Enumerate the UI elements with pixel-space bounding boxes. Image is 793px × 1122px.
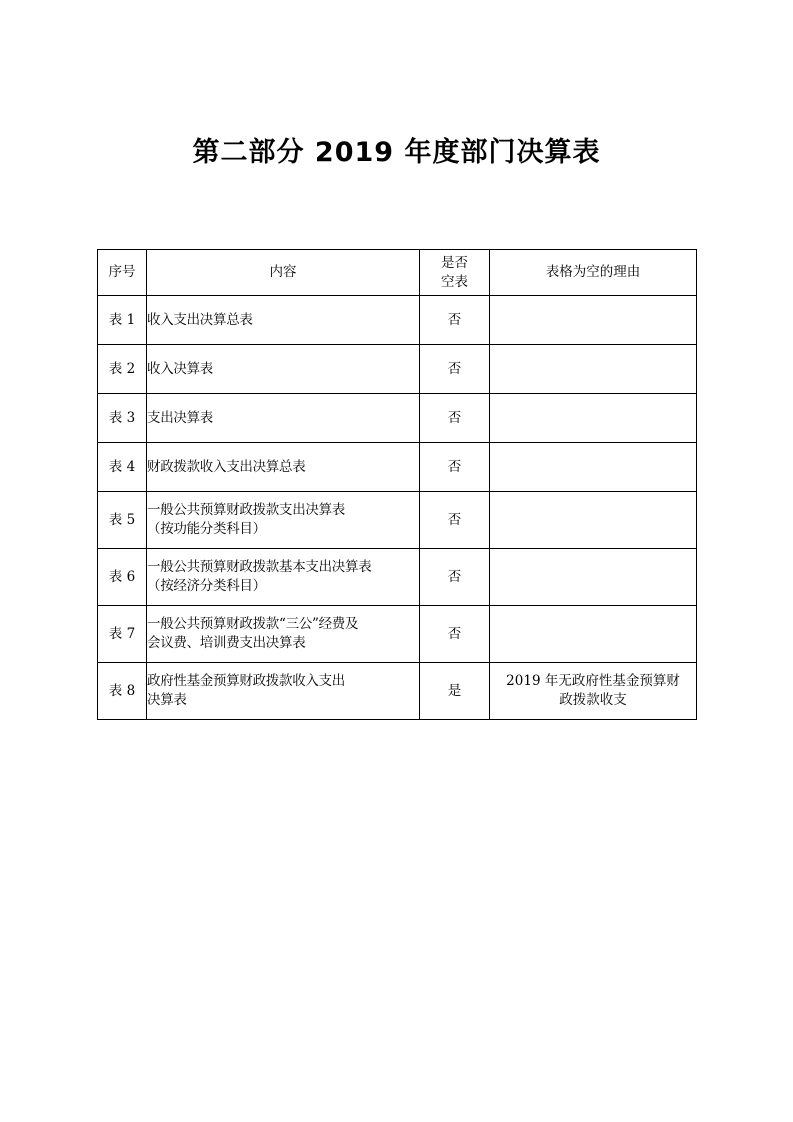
- row-reason-line2: 政拨款收支: [559, 692, 627, 708]
- row-content-line2: 决算表: [147, 692, 187, 708]
- row-content: [147, 606, 420, 663]
- table-row: [98, 345, 697, 394]
- row-content-line2: （按功能分类科目）: [147, 521, 266, 537]
- row-reason: [490, 296, 697, 345]
- row-content: [147, 443, 420, 492]
- row-seq: 表 8: [98, 663, 147, 720]
- table-row: [98, 549, 697, 606]
- table-row: [98, 296, 697, 345]
- row-seq: 表 3: [98, 394, 147, 443]
- row-content-line1: 支出决算表: [147, 409, 213, 426]
- row-is-empty: 否: [420, 549, 490, 606]
- row-content-line2: （按经济分类科目）: [147, 578, 266, 594]
- row-seq: 表 4: [98, 443, 147, 492]
- row-reason-line1: 2019 年无政府性基金预算财: [506, 673, 680, 689]
- row-is-empty: 否: [420, 296, 490, 345]
- header-is-empty-line1: 是否: [441, 254, 468, 271]
- header-is-empty: [420, 250, 490, 296]
- header-content: 内容: [147, 250, 420, 296]
- table-row: [98, 492, 697, 549]
- row-reason: [490, 345, 697, 394]
- row-reason: [490, 492, 697, 549]
- table-row: [98, 394, 697, 443]
- row-reason: [490, 443, 697, 492]
- row-content: [147, 296, 420, 345]
- row-is-empty: 否: [420, 606, 490, 663]
- row-content: [147, 663, 420, 720]
- table-row: [98, 606, 697, 663]
- row-reason: [490, 394, 697, 443]
- row-is-empty: 否: [420, 443, 490, 492]
- row-is-empty: 是: [420, 663, 490, 720]
- row-content: [147, 394, 420, 443]
- row-content: [147, 549, 420, 606]
- table-row: [98, 443, 697, 492]
- row-is-empty: 否: [420, 492, 490, 549]
- row-is-empty: 否: [420, 345, 490, 394]
- row-seq: 表 6: [98, 549, 147, 606]
- row-is-empty: 否: [420, 394, 490, 443]
- row-content-line1: 政府性基金预算财政拨款收入支出: [147, 673, 345, 689]
- row-seq: 表 2: [98, 345, 147, 394]
- page-title: 第二部分 2019 年度部门决算表: [192, 137, 601, 168]
- row-reason: [490, 549, 697, 606]
- header-seq: 序号: [98, 250, 147, 296]
- row-seq: 表 5: [98, 492, 147, 549]
- row-content-line2: 会议费、培训费支出决算表: [147, 635, 306, 651]
- table-header-row: [98, 250, 697, 296]
- row-content: [147, 345, 420, 394]
- header-reason: 表格为空的理由: [490, 250, 697, 296]
- row-content-line1: 一般公共预算财政拨款基本支出决算表: [147, 559, 372, 575]
- row-reason: [490, 663, 697, 720]
- row-seq: 表 1: [98, 296, 147, 345]
- table-row: [98, 663, 697, 720]
- row-seq: 表 7: [98, 606, 147, 663]
- row-content: [147, 492, 420, 549]
- header-is-empty-line2: 空表: [441, 273, 468, 290]
- row-content-line1: 一般公共预算财政拨款支出决算表: [147, 502, 345, 518]
- decision-tables-catalog: [97, 249, 697, 720]
- row-content-line1: 收入决算表: [147, 360, 213, 377]
- row-content-line1: 收入支出决算总表: [147, 311, 253, 328]
- row-reason: [490, 606, 697, 663]
- row-content-line1: 财政拨款收入支出决算总表: [147, 458, 306, 475]
- row-content-line1: 一般公共预算财政拨款“三公”经费及: [147, 616, 359, 632]
